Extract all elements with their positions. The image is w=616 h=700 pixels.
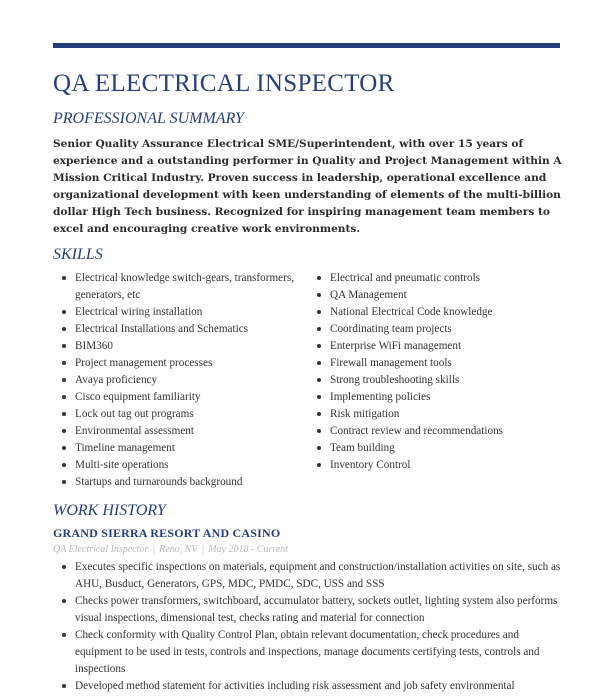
skills-heading: SKILLS (53, 246, 103, 263)
skill-item: Strong troubleshooting skills (315, 372, 560, 389)
meta-separator: | (201, 544, 205, 555)
skill-item: Startups and turnarounds background (60, 474, 296, 491)
skill-item: Electrical wiring installation (60, 304, 296, 321)
duty-item: Executes specific inspections on materials, equipment and construction/installation activities on site, such as AHU, Busduct, Generators, GPS, MDC, PMDC, SDC, USS and SSS (60, 559, 566, 593)
summary-heading: PROFESSIONAL SUMMARY (53, 110, 244, 127)
skill-item: BIM360 (60, 338, 296, 355)
skills-list-left (60, 270, 296, 491)
skill-item: Contract review and recommendations (315, 423, 560, 440)
skill-item: National Electrical Code knowledge (315, 304, 560, 321)
resume-title: QA ELECTRICAL INSPECTOR (53, 70, 395, 97)
skill-item: Avaya proficiency (60, 372, 296, 389)
skill-item: Electrical and pneumatic controls (315, 270, 560, 287)
skill-item: Enterprise WiFi management (315, 338, 560, 355)
job-meta (53, 544, 288, 555)
skills-list-right (315, 270, 560, 474)
meta-separator: | (152, 544, 156, 555)
skill-item: Firewall management tools (315, 355, 560, 372)
skill-item: Electrical Installations and Schematics (60, 321, 296, 338)
skill-item: Team building (315, 440, 560, 457)
header-accent-bar (53, 43, 560, 48)
job-location: Reno, NV (159, 544, 198, 555)
job-role: QA Electrical Inspector (53, 544, 149, 555)
company-name: GRAND SIERRA RESORT AND CASINO (53, 526, 281, 540)
skill-item: Implementing policies (315, 389, 560, 406)
duty-item: Developed method statement for activities including risk assessment and job safety environmental (60, 678, 566, 695)
job-dates: May 2018 - Current (208, 544, 289, 555)
skill-item: QA Management (315, 287, 560, 304)
skill-item: Project management processes (60, 355, 296, 372)
skill-item: Inventory Control (315, 457, 560, 474)
skill-item: Timeline management (60, 440, 296, 457)
skill-item: Multi-site operations (60, 457, 296, 474)
duty-item: Check conformity with Quality Control Plan, obtain relevant documentation, check procedures and equipment to be used in tests, controls and inspections, manage documents certifying tests, controls and inspections (60, 627, 566, 678)
skill-item: Risk mitigation (315, 406, 560, 423)
skill-item: Environmental assessment (60, 423, 296, 440)
work-history-heading: WORK HISTORY (53, 502, 166, 519)
skill-item: Lock out tag out programs (60, 406, 296, 423)
summary-text: Senior Quality Assurance Electrical SME/Superintendent, with over 15 years of experience and a outstanding performer in Quality and Project Management within A Mission Critical Industry. Proven success in leadership, operational excellence and organizational development with keen understanding of elements of the multi-billion dollar High Tech business. Recognized for inspiring management team members to excel and encouraging creative work environments. (53, 138, 562, 235)
skill-item: Electrical knowledge switch-gears, transformers, generators, etc (60, 270, 296, 304)
job-duties-list (60, 559, 566, 695)
duty-item: Checks power transformers, switchboard, accumulator battery, sockets outlet, lighting system also performs visual inspections, dimensional test, checks rating and material for connection (60, 593, 566, 627)
skill-item: Coordinating team projects (315, 321, 560, 338)
skill-item: Cisco equipment familiarity (60, 389, 296, 406)
